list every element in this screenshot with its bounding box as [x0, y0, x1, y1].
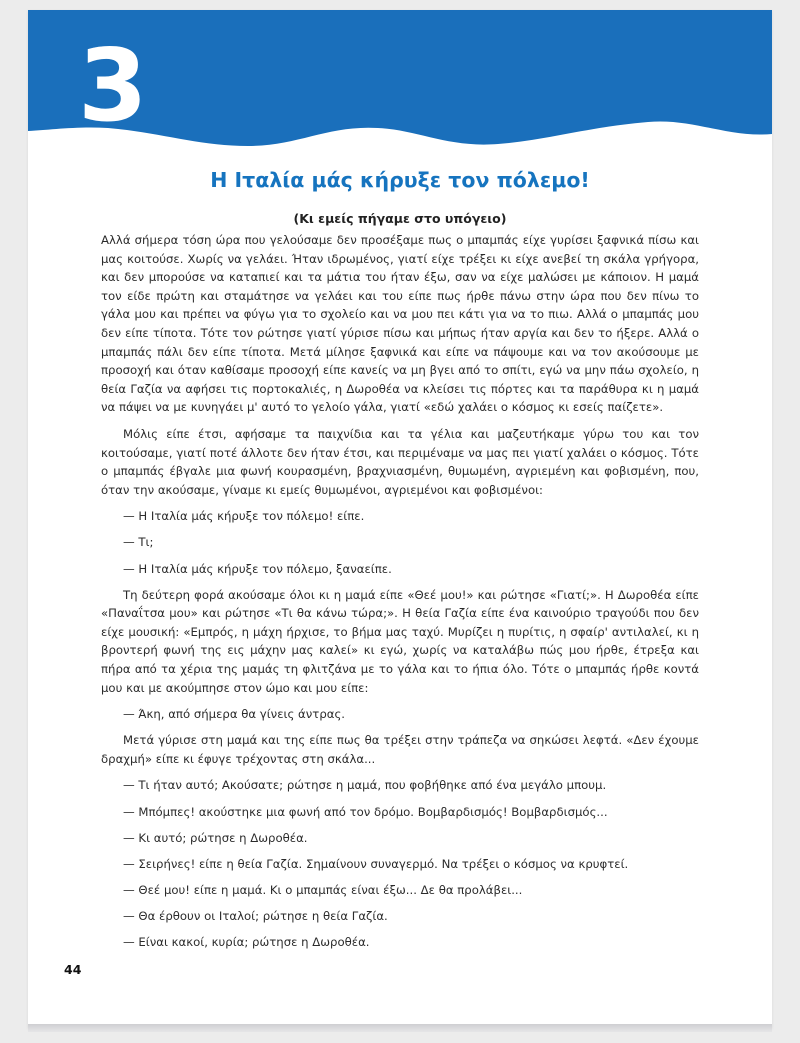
book-page — [28, 10, 772, 1028]
dialogue-line: — Μπόμπες! ακούστηκε μια φωνή από τον δρόμο. Βομβαρδισμός! Βομβαρδισμός... — [123, 804, 608, 819]
dialogue-line: — Άκη, από σήμερα θα γίνεις άντρας. — [123, 707, 346, 722]
dialogue-line: — Θα έρθουν οι Ιταλοί; ρώτησε η θεία Γαζία. — [123, 908, 388, 923]
paragraph: Αλλά σήμερα τόση ώρα που γελούσαμε δεν προσέξαμε πως ο μπαμπάς είχε γυρίσει ξαφνικά πίσω και μας κοιτούσε. Χωρίς να γελάει. Ήταν ιδρωμένος, γιατί είχε τρέξει κι είχε ανεβεί τη σκάλα γρήγορα, και δεν μπορούσε να καταπιεί και τα μάτια του ήταν έξω, σαν να είχε μαλώσει με κάποιον. Η μαμά τον είδε πρώτη και σταμάτησε να γελάει και του είπε πως ήρθε πάνω στην ώρα που δεν πίνω το γάλα μου και πρέπει να φύγω για το σχολείο και να μου πει κάτι για να το πιω. Αλλά ο μπαμπάς μου δεν είπε τίποτα. Τότε τον ρώτησε γιατί γύρισε πίσω και μήπως ήταν αργία και δεν το ήξερε. Αλλά ο μπαμπάς πάλι δεν είπε τίποτα. Μετά μίλησε ξαφνικά και είπε να πάψουμε και να τον ακούσουμε με προσοχή και όταν καθίσαμε προσοχή είπε κανείς να μη βγει από το σπίτι, εγώ να μην πάω σχολείο, η θεία Γαζία να αφήσει τις πορτοκαλιές, η Δωροθέα να κλείσει τις πόρτες και τα παράθυρα κι η μαμά να πάψει να με κυνηγάει μ' αυτό το γελοίο γάλα, γιατί «εδώ χαλάει ο κόσμος κι εσείς παίζετε». — [101, 233, 699, 415]
dialogue-line: — Είναι κακοί, κυρία; ρώτησε η Δωροθέα. — [123, 935, 370, 949]
dialogue-line: — Η Ιταλία μάς κήρυξε τον πόλεμο, ξαναείπε. — [123, 561, 392, 576]
dialogue-line: — Κι αυτό; ρώτησε η Δωροθέα. — [123, 830, 308, 845]
paragraph: Μετά γύρισε στη μαμά και της είπε πως θα τρέξει στην τράπεζα να σηκώσει λεφτά. «Δεν έχουμε δραχμή» είπε κι έφυγε τρέχοντας στη σκάλα... — [101, 733, 699, 766]
page-number: 44 — [64, 962, 82, 977]
dialogue-line: — Σειρήνες! είπε η θεία Γαζία. Σημαίνουν συναγερμό. Να τρέξει ο κόσμος να κρυφτεί. — [123, 856, 629, 871]
story-text — [101, 231, 699, 959]
chapter-number: 3 — [78, 27, 148, 144]
dialogue-line: — Θεέ μου! είπε η μαμά. Κι ο μπαμπάς είναι έξω... Δε θα προλάβει... — [123, 882, 523, 897]
chapter-title: Η Ιταλία μάς κήρυξε τον πόλεμο! — [210, 168, 590, 192]
dialogue-line: — Η Ιταλία μάς κήρυξε τον πόλεμο! είπε. — [123, 509, 365, 524]
paragraph: Τη δεύτερη φορά ακούσαμε όλοι κι η μαμά είπε «Θεέ μου!» και ρώτησε «Γιατί;». Η Δωροθέα είπε «Παναΐτσα μου» και ρώτησε «Τι θα κάνω τώρα;». Η θεία Γαζία είπε ένα καινούριο τραγούδι που δεν είχε μουσική: «Εμπρός, η μάχη ήρχισε, το βήμα μας ταχύ. Μυρίζει η πυρίτις, η σφαίρ' αντιλαλεί, κι η βροντερή φωνή της εις μάχην μας καλεί» κι εγώ, χωρίς να καταλάβω πώς μου ήρθε, έτρεξα και πήρα από τα χέρια της μαμάς τη φλιτζάνα με το γάλα και το ήπια όλο. Τότε ο μπαμπάς ήρθε κοντά μου και με ακούμπησε στον ώμο και μου είπε: — [101, 587, 699, 695]
paragraph: Μόλις είπε έτσι, αφήσαμε τα παιχνίδια και τα γέλια και μαζευτήκαμε γύρω του και τον κοιτούσαμε, γιατί ποτέ άλλοτε δεν ήταν έτσι, και περιμέναμε να μας πει γιατί χαλάει ο κόσμος. Τότε ο μπαμπάς έβγαλε μια φωνή κουρασμένη, βραχνιασμένη, θυμωμένη, αγριεμένη και φοβισμένη, που, όταν την ακούσαμε, γίναμε κι εμείς θυμωμένοι, αγριεμένοι και φοβισμένοι: — [101, 426, 699, 497]
dialogue-line: — Τι; — [123, 535, 154, 550]
chapter-subtitle: (Κι εμείς πήγαμε στο υπόγειο) — [293, 211, 507, 226]
dialogue-line: — Τι ήταν αυτό; Ακούσατε; ρώτησε η μαμά, που φοβήθηκε από ένα μεγάλο μπουμ. — [123, 778, 607, 793]
page-edge-shadow — [28, 1024, 772, 1032]
